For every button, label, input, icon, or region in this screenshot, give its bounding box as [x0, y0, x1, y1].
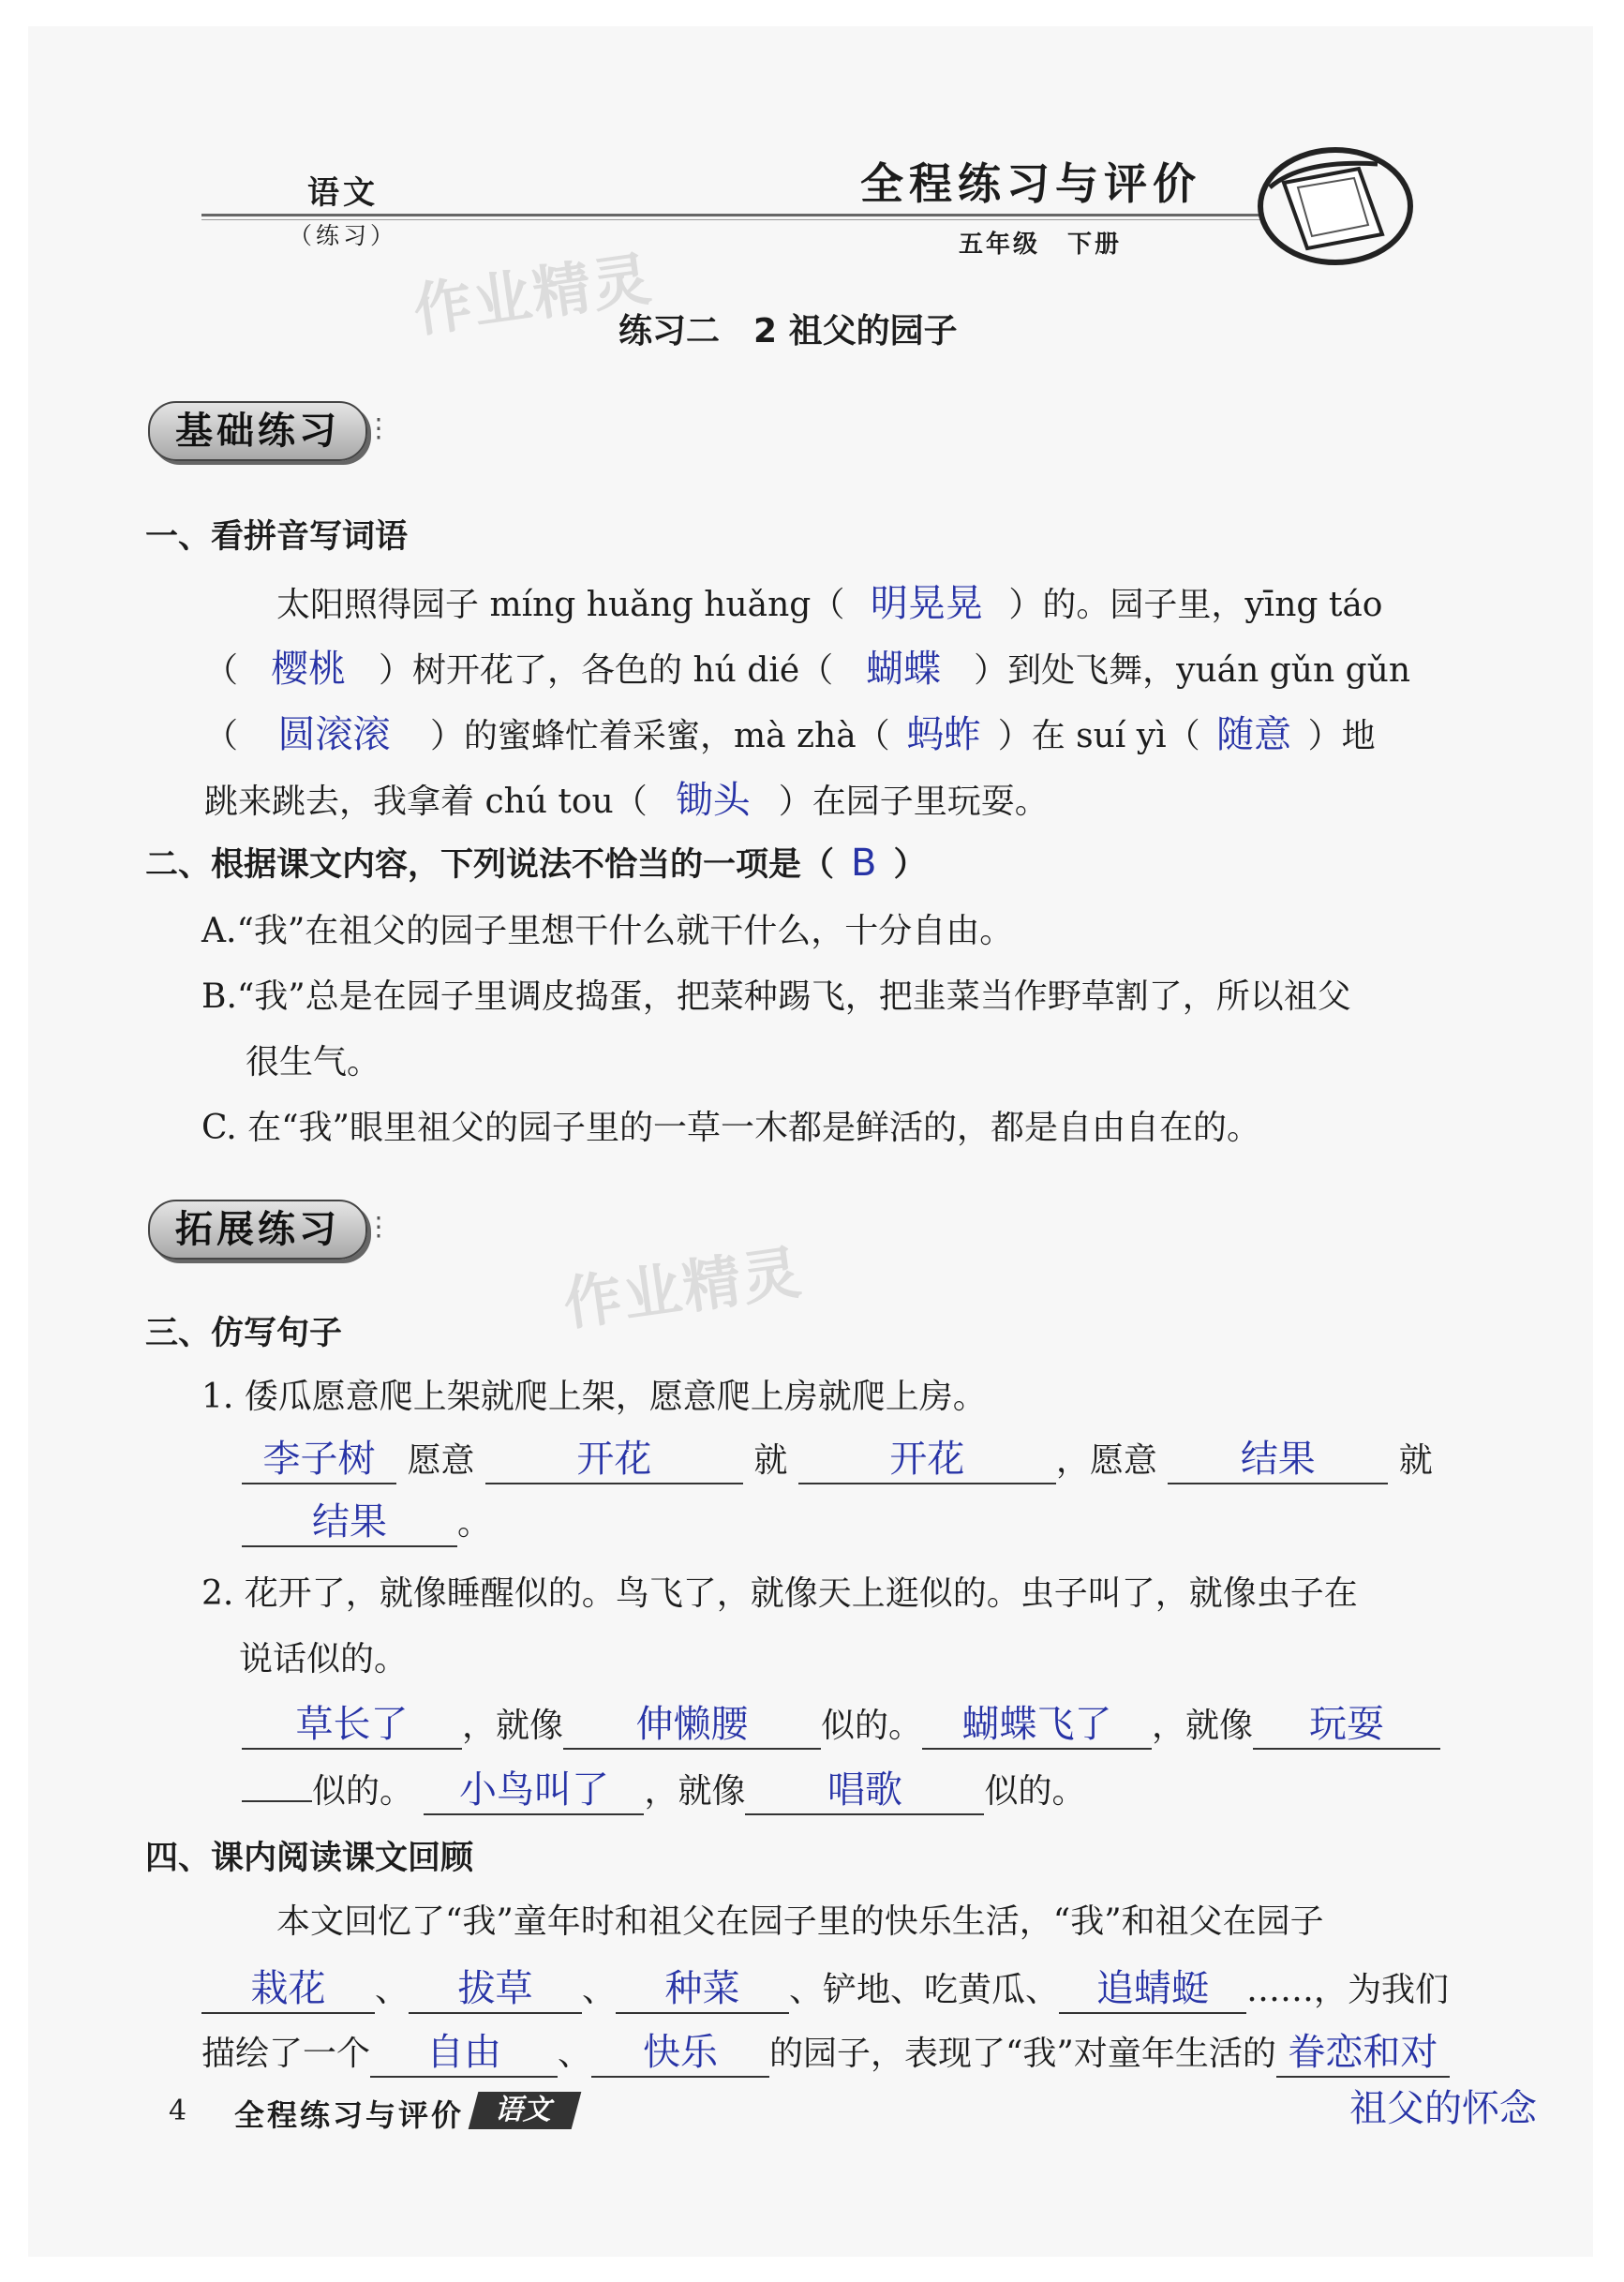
q1-text: ）到处飞舞，yuán gǔn gǔn — [974, 651, 1411, 690]
q3-s1-answer-5: 结果 — [312, 1500, 387, 1544]
q3-sentence-2: 2. 花开了，就像睡醒似的。鸟飞了，就像天上逛似的。虫子叫了，就像虫子在 — [201, 1574, 1358, 1613]
q2-option-b: B.“我”总是在园子里调皮捣蛋，把菜种踢飞，把韭菜当作野草割了，所以祖父 — [201, 977, 1351, 1016]
q1-answer-6: 随意 — [1216, 713, 1292, 756]
q2-option-a: A.“我”在祖父的园子里想干什么就干什么，十分自由。 — [201, 912, 1014, 950]
q1-answer-4: 圆滚滚 — [277, 713, 391, 756]
q1-answer-7: 锄头 — [675, 779, 751, 822]
q3-sentence-2-cont: 说话似的。 — [239, 1640, 409, 1678]
q3-text: ，就像 — [644, 1772, 746, 1811]
q2-heading — [145, 839, 926, 886]
q3-imitation-2-cont — [242, 1760, 1086, 1815]
q1-text: ）在 suí yì（ — [997, 717, 1200, 755]
q2-heading-end: ） — [893, 846, 927, 884]
q3-text: 似的。 — [312, 1772, 414, 1811]
lesson-title: 练习二 2 祖父的园子 — [618, 312, 958, 351]
header-subnote: （练习） — [289, 222, 398, 249]
header-rule-thin — [201, 219, 1260, 220]
q4-text: 、 — [558, 2035, 592, 2073]
q4-line-2 — [201, 1959, 1449, 2014]
q2-heading-text: 二、根据课文内容，下列说法不恰当的一项是（ — [145, 846, 835, 884]
q4-text: ……，为我们 — [1246, 1971, 1450, 2009]
q3-text: 似的。 — [821, 1707, 923, 1745]
q1-text: ）的。园子里，yīng táo — [1008, 586, 1383, 624]
q3-text: 。 — [457, 1504, 492, 1543]
q3-text: 就 — [1398, 1441, 1433, 1480]
watermark-top: 作业精灵 — [409, 244, 657, 346]
header-subject: 语文 — [307, 174, 379, 212]
q1-text: ）的蜜蜂忙着采蜜，mà zhà（ — [430, 717, 890, 755]
q3-text: ，就像 — [1152, 1707, 1254, 1745]
header-grade: 五年级 下册 — [959, 231, 1123, 259]
page-number: 4 — [169, 2095, 187, 2127]
q1-answer-3: 蝴蝶 — [866, 648, 942, 691]
q1-answer-1: 明晃晃 — [870, 582, 983, 625]
q1-answer-5: 蚂蚱 — [906, 713, 982, 756]
q1-heading: 一、看拼音写词语 — [145, 518, 409, 556]
q3-text: 似的。 — [984, 1772, 1086, 1811]
footer-tag: 语文 — [469, 2092, 582, 2129]
q1-answer-2: 樱桃 — [271, 648, 347, 691]
q1-text: ）地 — [1307, 717, 1376, 755]
q2-answer: B — [851, 842, 877, 885]
q2-option-c: C. 在“我”眼里祖父的园子里的一草一木都是鲜活的，都是自由自在的。 — [201, 1109, 1260, 1147]
q3-text: 就 — [753, 1441, 788, 1480]
watermark-middle: 作业精灵 — [559, 1237, 807, 1339]
q4-answer-6: 快乐 — [643, 2031, 719, 2074]
section-badge-extended: 拓展练习 — [148, 1200, 367, 1260]
q3-imitation-1-cont — [242, 1492, 491, 1547]
q3-s2-answer-3: 蝴蝶飞了 — [961, 1703, 1112, 1746]
badge-decoration: ⋮ — [365, 412, 392, 443]
q3-text: ，就像 — [462, 1707, 564, 1745]
q3-text: ，愿意 — [1055, 1441, 1157, 1480]
q4-answer-4: 追蜻蜓 — [1096, 1967, 1210, 2010]
q4-text: 的园子，表现了“我”对童年生活的 — [769, 2035, 1276, 2073]
q4-line-1: 本文回忆了“我”童年时和祖父在园子里的快乐生活，“我”和祖父在园子 — [276, 1902, 1324, 1941]
q3-s1-answer-4: 结果 — [1240, 1438, 1316, 1481]
q1-line-3 — [204, 705, 1376, 758]
q4-answer-7b: 祖父的怀念 — [1349, 2087, 1537, 2130]
q4-answer-1: 栽花 — [250, 1967, 326, 2010]
header-brand: 全程练习与评价 — [860, 158, 1201, 209]
q3-s2-answer-5: 小鸟叫了 — [458, 1768, 609, 1812]
q4-text: 描绘了一个 — [201, 2035, 371, 2073]
q1-line-1 — [276, 574, 1382, 627]
q3-sentence-1: 1. 倭瓜愿意爬上架就爬上架，愿意爬上房就爬上房。 — [201, 1378, 987, 1416]
section-badge-basic: 基础练习 — [148, 401, 367, 461]
q4-answer-7a: 眷恋和对 — [1288, 2031, 1438, 2074]
q3-s2-answer-4: 玩耍 — [1309, 1703, 1385, 1746]
q1-text: 跳来跳去，我拿着 chú tou（ — [204, 783, 648, 821]
q1-text: （ — [204, 651, 239, 690]
q3-imitation-1 — [242, 1429, 1433, 1484]
q2-option-b-cont: 很生气。 — [246, 1043, 381, 1081]
q4-heading: 四、课内阅读课文回顾 — [145, 1840, 474, 1877]
q1-text: ）在园子里玩耍。 — [778, 783, 1049, 821]
q3-s2-answer-1: 草长了 — [295, 1703, 409, 1746]
q1-text: （ — [204, 717, 239, 755]
q3-heading: 三、仿写句子 — [145, 1315, 343, 1352]
q1-text: 太阳照得园子 míng huǎng huǎng（ — [276, 586, 845, 624]
badge-decoration: ⋮ — [365, 1211, 392, 1242]
q4-answer-2: 拔草 — [457, 1967, 533, 2010]
q1-text: ）树开花了，各色的 hú dié（ — [379, 651, 834, 690]
header-rule — [201, 214, 1260, 216]
q3-s1-answer-3: 开花 — [889, 1438, 965, 1481]
q4-answer-3: 种菜 — [664, 1967, 740, 2010]
q1-line-4 — [204, 770, 1049, 824]
q3-s2-answer-6: 唱歌 — [827, 1768, 902, 1812]
q4-text: 、 — [582, 1971, 617, 2009]
book-logo-icon — [1246, 131, 1415, 272]
q4-text: 、铲地、吃黄瓜、 — [789, 1971, 1060, 2009]
footer-brand: 全程练习与评价 — [234, 2097, 465, 2133]
q4-text: 、 — [375, 1971, 410, 2009]
q3-s2-answer-2: 伸懒腰 — [635, 1703, 749, 1746]
q3-s1-answer-2: 开花 — [576, 1438, 652, 1481]
q1-line-2 — [204, 639, 1410, 693]
q3-imitation-2 — [242, 1694, 1440, 1750]
q3-s1-answer-1: 李子树 — [262, 1438, 376, 1481]
q4-answer-5: 自由 — [426, 2031, 502, 2074]
q3-text: 愿意 — [407, 1441, 475, 1480]
q4-line-3 — [201, 2022, 1450, 2078]
